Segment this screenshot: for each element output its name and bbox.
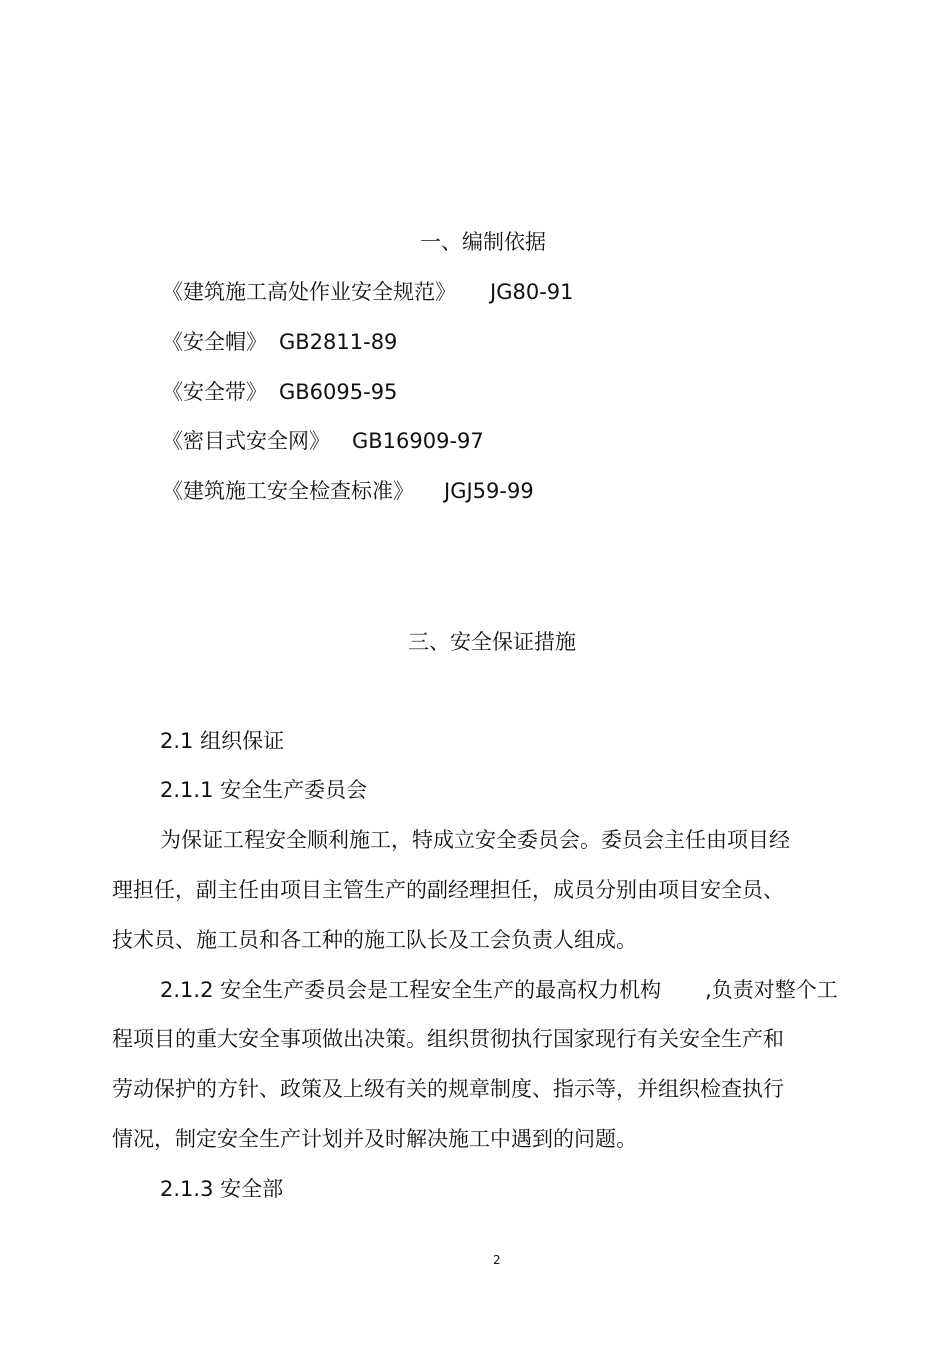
paragraph-line: 程项目的重大安全事项做出决策。组织贯彻执行国家现行有关安全生产和 [112,1027,784,1051]
reference-item [162,278,574,306]
reference-item [162,378,397,406]
reference-code: GB2811-89 [279,330,398,354]
reference-title: 《安全带》 [162,380,267,404]
reference-code: GB16909-97 [352,429,484,453]
reference-title: 《密目式安全网》 [162,429,330,453]
reference-title: 《建筑施工安全检查标准》 [162,479,414,503]
reference-code: GB6095-95 [279,380,398,404]
subsection-heading: 2.1.1 安全生产委员会 [160,778,368,802]
reference-item [162,427,484,455]
paragraph-line: 劳动保护的方针、政策及上级有关的规章制度、指示等，并组织检查执行 [112,1077,784,1101]
paragraph-tail: ,负责对整个工 [705,978,838,1002]
paragraph-line: 理担任，副主任由项目主管生产的副经理担任，成员分别由项目安全员、 [112,878,784,902]
reference-title: 《安全帽》 [162,330,267,354]
paragraph-line [160,976,838,1004]
reference-title: 《建筑施工高处作业安全规范》 [162,280,456,304]
section-heading-basis: 一、编制依据 [420,230,546,254]
reference-code: JGJ59-99 [444,479,534,503]
reference-item [162,477,534,505]
page-number: 2 [493,1253,501,1267]
reference-code: JG80-91 [490,280,574,304]
paragraph-line: 为保证工程安全顺利施工，特成立安全委员会。委员会主任由项目经 [160,828,790,852]
paragraph-line: 情况，制定安全生产计划并及时解决施工中遇到的问题。 [112,1127,637,1151]
subsection-heading: 2.1.3 安全部 [160,1177,284,1201]
reference-item [162,328,397,356]
section-heading-safety-measures: 三、安全保证措施 [408,630,576,654]
subsection-heading: 2.1 组织保证 [160,729,285,753]
paragraph-lead: 2.1.2 安全生产委员会是工程安全生产的最高权力机构 [160,978,662,1002]
paragraph-line: 技术员、施工员和各工种的施工队长及工会负责人组成。 [112,928,637,952]
